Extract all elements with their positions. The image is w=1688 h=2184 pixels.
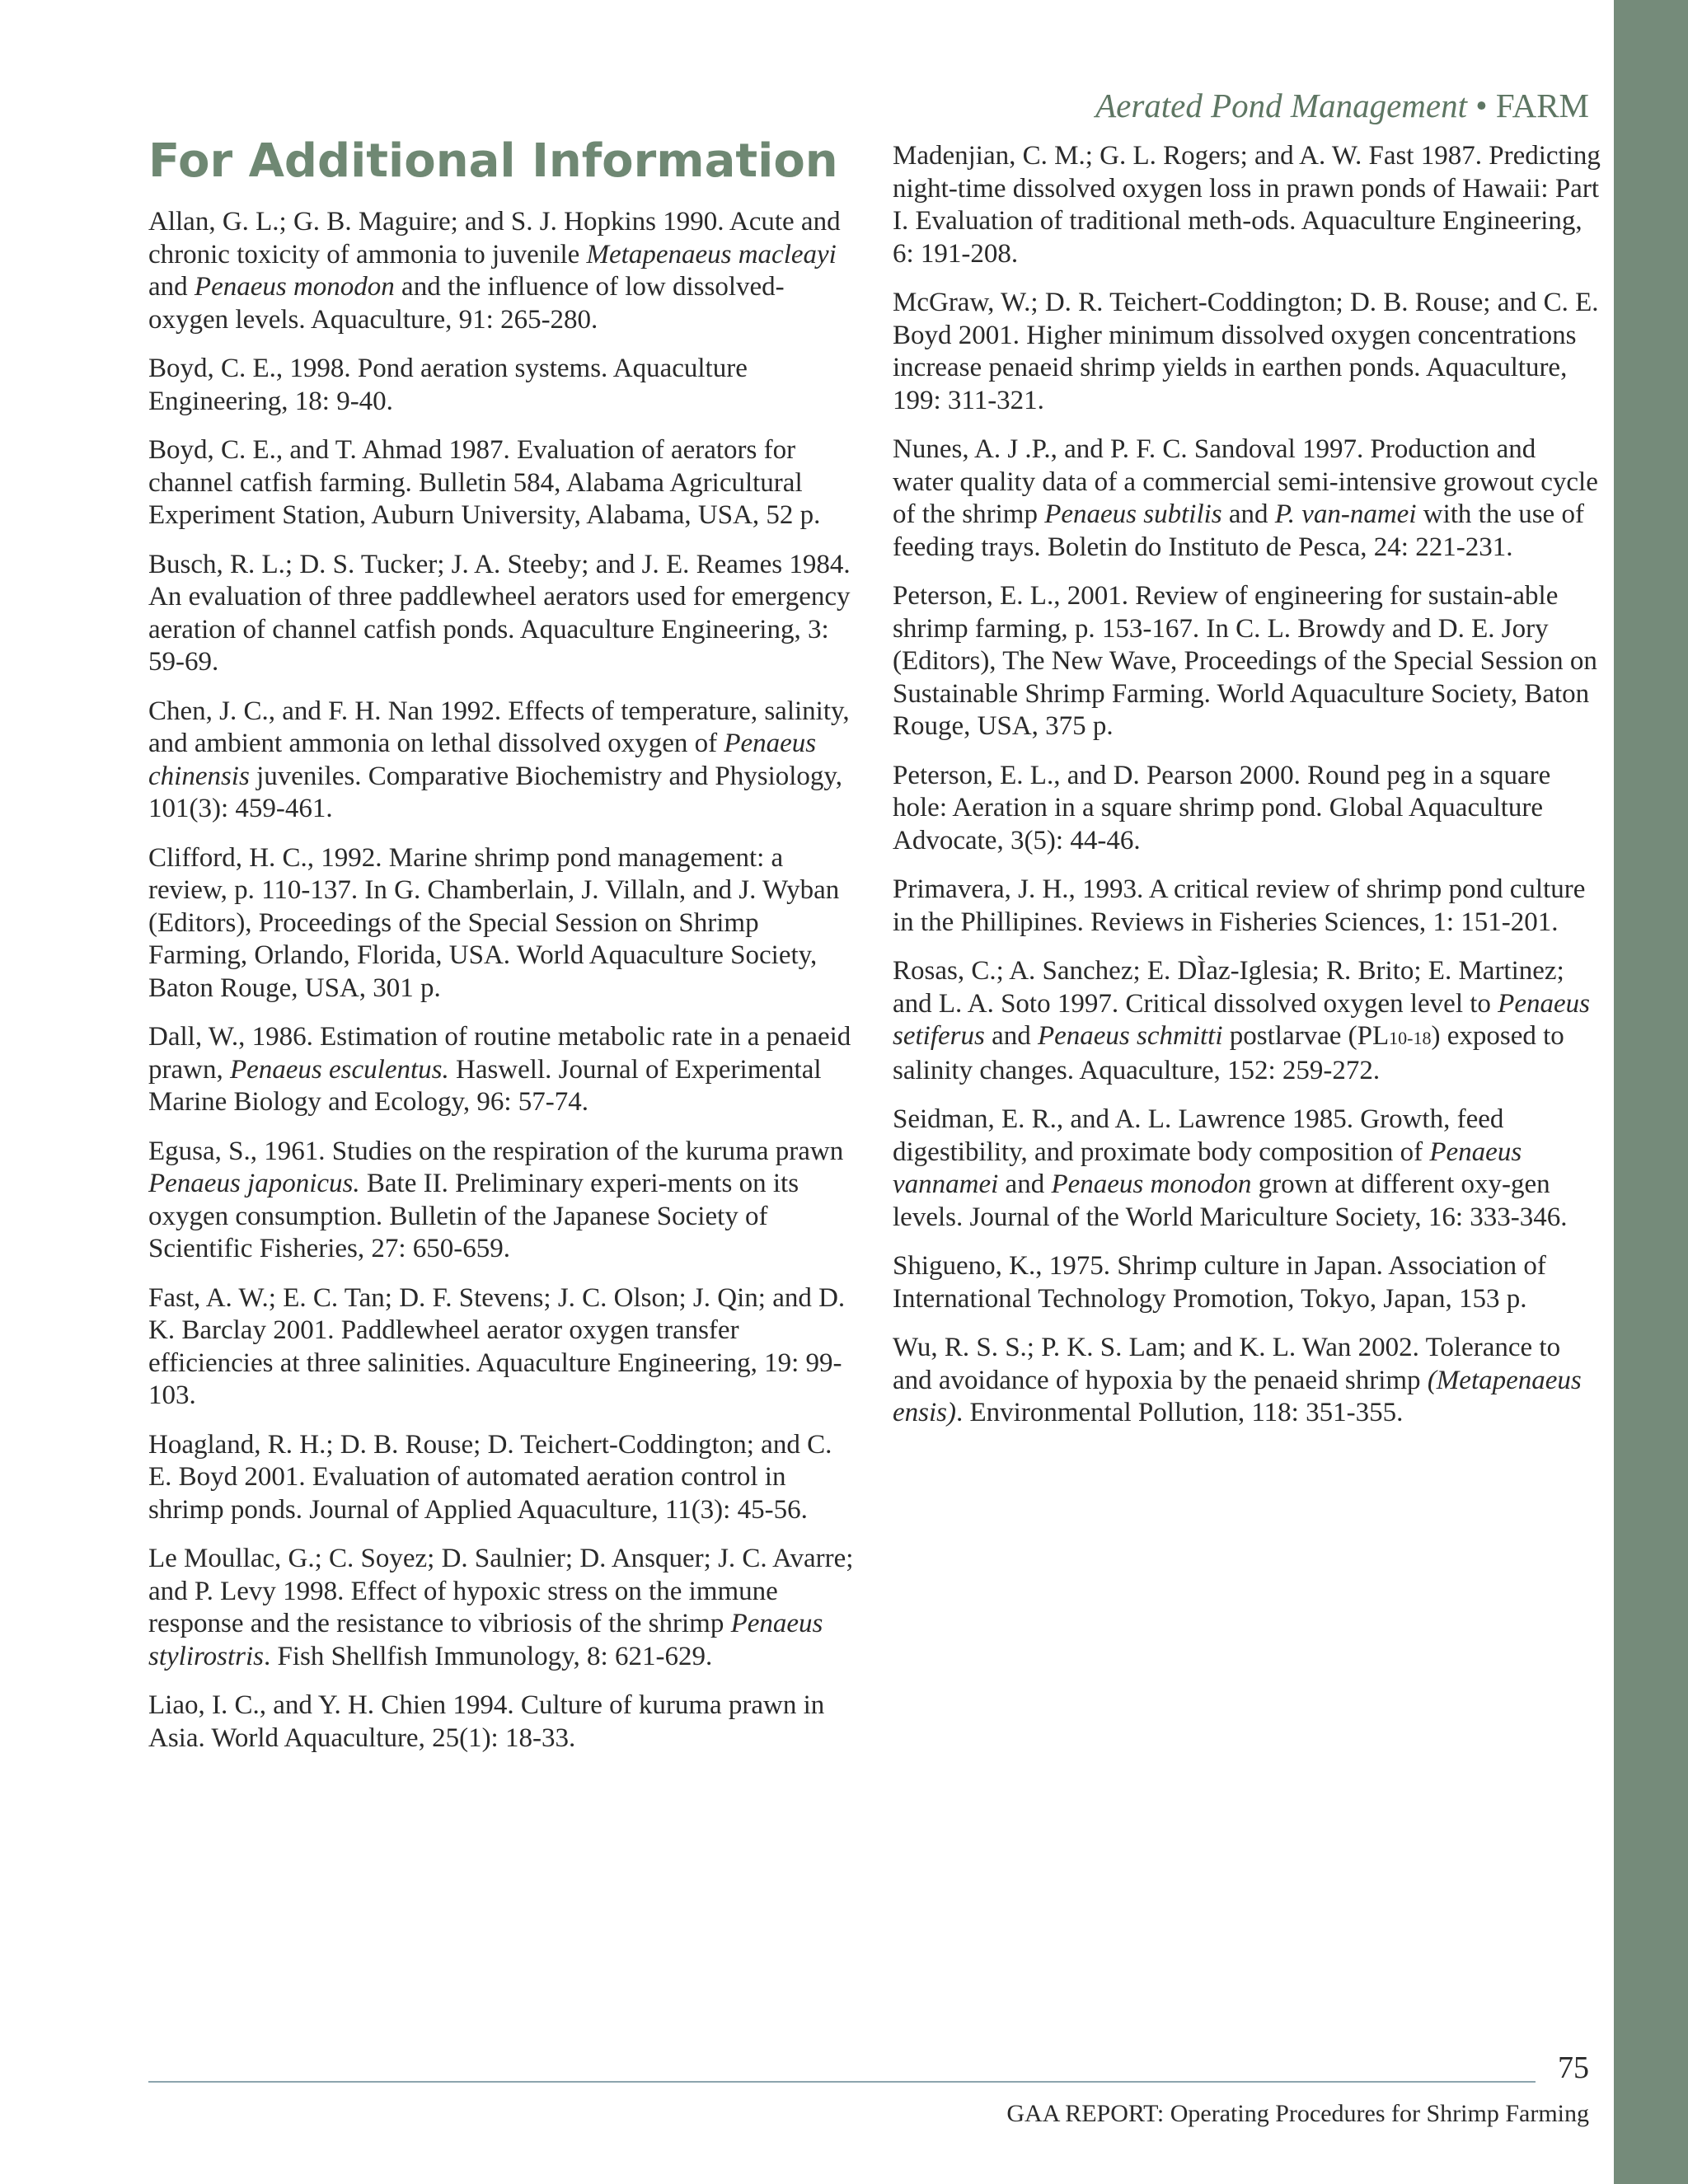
reference-entry (148, 1429, 857, 1527)
reference-entry (893, 874, 1601, 939)
reference-text: Dall, W., 1986. Estimation of routine metabolic rate in a penaeid prawn, (148, 1022, 851, 1085)
reference-text: Fast, A. W.; E. C. Tan; D. F. Stevens; J. C. Olson; J. Qin; and D. K. Barclay 2001. Paddlewheel aerator oxygen transfer efficiencies at three salinities. Aquaculture Engineering, 19: 99-103. (148, 1282, 846, 1410)
reference-text: . Environmental Pollution, 118: 351-355. (956, 1398, 1404, 1427)
running-header (1095, 89, 1589, 123)
reference-entry (148, 1136, 857, 1266)
reference-text: Boyd, C. E., 1998. Pond aeration systems. Aquaculture Engineering, 18: 9-40. (148, 354, 748, 416)
reference-text: postlarvae (PL (1222, 1021, 1390, 1051)
page-number: 75 (1558, 2050, 1589, 2085)
reference-text: Boyd, C. E., and T. Ahmad 1987. Evaluation of aerators for channel catfish farming. Bulletin 584, Alabama Agricultural Experiment Station, Auburn University, Alabama, USA, 52 p. (148, 435, 821, 530)
species-name: Penaeus chinensis (148, 729, 817, 791)
species-name: Penaeus stylirostris (148, 1609, 823, 1671)
reference-text: Le Moullac, G.; C. Soyez; D. Saulnier; D. Ansquer; J. C. Avarre; and P. Levy 1998. Effect of hypoxic stress on the immune response and the resistance to vibriosis of the shrimp (148, 1544, 854, 1638)
reference-text: Madenjian, C. M.; G. L. Rogers; and A. W. Fast 1987. Predicting night-time dissolved oxygen loss in prawn ponds of Hawaii: Part I. Evaluation of traditional meth-ods. Aquaculture Engineering, 6: 191-208. (893, 141, 1601, 269)
reference-text: Busch, R. L.; D. S. Tucker; J. A. Steeby; and J. E. Reames 1984. An evaluation of three paddlewheel aerators used for emergency aeration of channel catfish ponds. Aquaculture Engineering, 3: 59-69. (148, 549, 851, 677)
reference-text: Peterson, E. L., 2001. Review of engineering for sustain-able shrimp farming, p. 153-167. In C. L. Browdy and D. E. Jory (Editors), The New Wave, Proceedings of the Special Session on Sustainable Shrimp Farming. World Aquaculture Society, Baton Rouge, USA, 375 p. (893, 581, 1597, 741)
reference-text: Clifford, H. C., 1992. Marine shrimp pond management: a review, p. 110-137. In G. Chamberlain, J. Villaln, and J. Wyban (Editors), Proceedings of the Special Session on Shrimp Farming, Orlando, Florida, USA. World Aquaculture Society, Baton Rouge, USA, 301 p. (148, 842, 840, 1003)
species-name: Penaeus setiferus (893, 988, 1590, 1051)
reference-text: and the influence of low dissolved-oxygen levels. Aquaculture, 91: 265-280. (148, 272, 785, 335)
reference-entry (148, 549, 857, 679)
running-header-separator: • (1466, 87, 1496, 124)
species-name: P. van-namei (1274, 499, 1417, 529)
reference-text: Haswell. Journal of Experimental Marine Biology and Ecology, 96: 57-74. (148, 1054, 822, 1117)
reference-text: Egusa, S., 1961. Studies on the respiration of the kuruma prawn (148, 1136, 844, 1166)
species-name: Penaeus schmitti (1037, 1021, 1223, 1051)
reference-text: ) exposed to salinity changes. Aquaculture, 152: 259-272. (893, 1021, 1564, 1085)
reference-text: Bate II. Preliminary experi-ments on its oxygen consumption. Bulletin of the Japanese Society of Scientific Fisheries, 27: 650-659. (148, 1169, 799, 1263)
species-name: Penaeus subtilis (1044, 499, 1222, 529)
reference-entry (893, 140, 1601, 270)
reference-text: Chen, J. C., and F. H. Nan 1992. Effects of temperature, salinity, and ambient ammonia on lethal dissolved oxygen of (148, 696, 850, 758)
reference-text: Nunes, A. J .P., and P. F. C. Sandoval 1997. Production and water quality data of a commercial semi-intensive growout cycle of the shrimp (893, 434, 1598, 529)
species-name: Penaeus japonicus. (148, 1169, 360, 1198)
reference-entry (148, 1282, 857, 1413)
references-right-column (893, 140, 1601, 1446)
species-name: (Metapenaeus ensis) (893, 1365, 1582, 1427)
reference-entry (148, 1690, 857, 1755)
reference-text: Shigueno, K., 1975. Shrimp culture in Japan. Association of International Technology Promotion, Tokyo, Japan, 153 p. (893, 1251, 1546, 1314)
reference-text: . Fish Shellfish Immunology, 8: 621-629. (263, 1641, 713, 1671)
reference-entry (893, 955, 1601, 1087)
reference-text: and (984, 1021, 1038, 1051)
reference-entry (893, 760, 1601, 858)
species-name: Penaeus vannamei (893, 1137, 1522, 1199)
reference-text: Seidman, E. R., and A. L. Lawrence 1985. Growth, feed digestibility, and proximate body composition of (893, 1104, 1504, 1167)
reference-text: Primavera, J. H., 1993. A critical review of shrimp pond culture in the Phillipines. Reviews in Fisheries Sciences, 1: 151-201. (893, 874, 1586, 937)
footer-report-title: GAA REPORT: Operating Procedures for Shrimp Farming (1006, 2100, 1589, 2127)
species-name: Penaeus esculentus. (229, 1054, 449, 1085)
reference-entry (893, 434, 1601, 564)
running-header-section: FARM (1495, 87, 1589, 124)
reference-entry (893, 1104, 1601, 1234)
reference-text: and (998, 1169, 1052, 1199)
reference-text: Allan, G. L.; G. B. Maguire; and S. J. Hopkins 1990. Acute and chronic toxicity of ammonia to juvenile (148, 207, 841, 269)
side-color-bar (1614, 0, 1688, 2184)
footer-rule (148, 2081, 1536, 2083)
reference-text: and (1221, 499, 1275, 529)
reference-entry (148, 696, 857, 826)
reference-entry (148, 434, 857, 532)
reference-text: McGraw, W.; D. R. Teichert-Coddington; D. B. Rouse; and C. E. Boyd 2001. Higher minimum dissolved oxygen concentrations increase penaeid shrimp yields in earthen ponds. Aquaculture, 199: 311-321. (893, 288, 1599, 415)
reference-entry (893, 1332, 1601, 1430)
running-header-title: Aerated Pond Management (1095, 87, 1467, 124)
reference-text: and (148, 272, 195, 302)
reference-text: juveniles. Comparative Biochemistry and Physiology, 101(3): 459-461. (148, 761, 843, 823)
reference-entry (148, 206, 857, 336)
section-title: For Additional Information (148, 134, 838, 188)
subscript-text: 10-18 (1389, 1028, 1432, 1048)
references-left-column (148, 206, 857, 1771)
reference-entry (893, 580, 1601, 743)
reference-text: with the use of feeding trays. Boletin do Instituto de Pesca, 24: 221-231. (893, 499, 1584, 562)
species-name: Penaeus monodon (194, 272, 395, 302)
reference-text: grown at different oxy-gen levels. Journal of the World Mariculture Society, 16: 333-346. (893, 1169, 1568, 1232)
reference-entry (148, 1021, 857, 1119)
species-name: Penaeus monodon (1051, 1169, 1252, 1199)
reference-entry (893, 1250, 1601, 1315)
reference-text: Liao, I. C., and Y. H. Chien 1994. Culture of kuruma prawn in Asia. World Aquaculture, 25(1): 18-33. (148, 1690, 825, 1753)
reference-entry (148, 1543, 857, 1673)
reference-entry (148, 842, 857, 1005)
reference-text: Peterson, E. L., and D. Pearson 2000. Round peg in a square hole: Aeration in a square shrimp pond. Global Aquaculture Advocate, 3(5): 44-46. (893, 760, 1551, 855)
reference-entry (893, 287, 1601, 417)
species-name: Metapenaeus macleayi (586, 239, 837, 269)
reference-text: Wu, R. S. S.; P. K. S. Lam; and K. L. Wan 2002. Tolerance to and avoidance of hypoxia by the penaeid shrimp (893, 1333, 1561, 1395)
reference-text: Rosas, C.; A. Sanchez; E. DÌaz-Iglesia; R. Brito; E. Martinez; and L. A. Soto 1997. Critical dissolved oxygen level to (893, 956, 1564, 1019)
reference-entry (148, 353, 857, 418)
reference-text: Hoagland, R. H.; D. B. Rouse; D. Teichert-Coddington; and C. E. Boyd 2001. Evaluation of automated aeration control in shrimp ponds. Journal of Applied Aquaculture, 11(3): 45-56. (148, 1429, 832, 1525)
